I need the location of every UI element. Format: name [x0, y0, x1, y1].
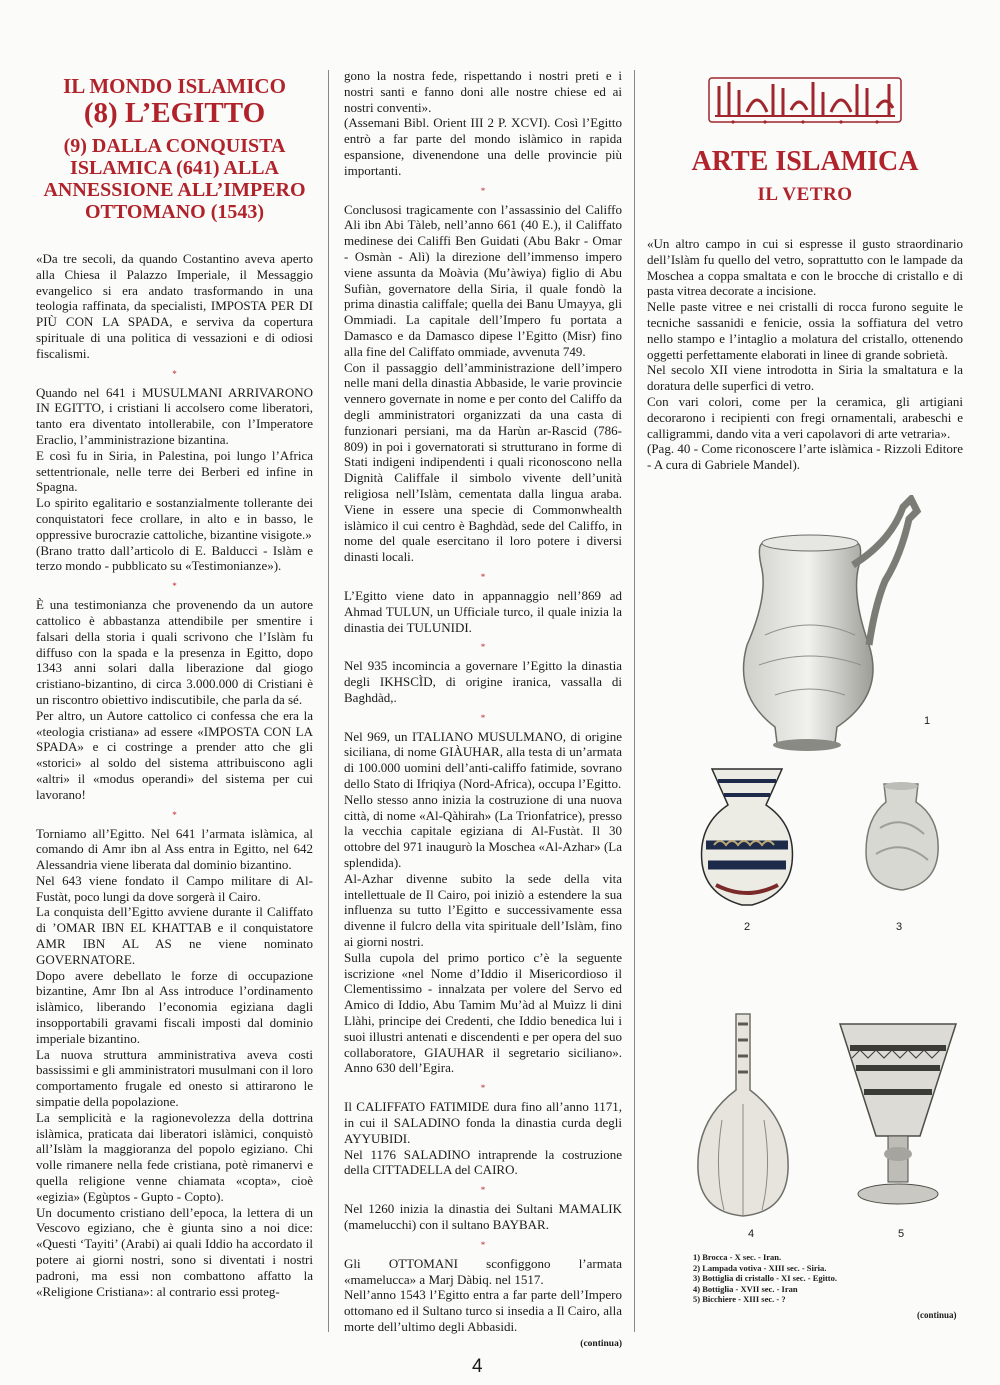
photo-number: 3 [896, 921, 903, 933]
paragraph: Quando nel 641 i MUSULMANI ARRIVARONO IN EGITTO, i cristiani li accolsero come liberatori, tanto era diventato intollerabile, con l’Imperatore Eraclio, l’amministrazione bizantina. [36, 384, 313, 447]
paragraph: Nell’anno 1543 l’Egitto entra a far parte dell’Impero ottomano ed il Sultano turco si insedia a Il Cairo, alla morte dell’ultimo degli Abbasidi. [344, 1287, 622, 1334]
arabic-calligraphy-icon [707, 72, 903, 128]
paragraph: Nel 643 viene fondato il Campo militare di Al-Fustàt, poco lungi da dove sorgerà il Cairo. [36, 872, 313, 904]
crystal-bottle-photo [858, 778, 944, 896]
enamelled-bottle-photo [692, 1010, 794, 1220]
section-separator: * [480, 1185, 486, 1196]
paragraph: Il CALIFFATO FATIMIDE dura fino all’anno 1171, in cui il SALADINO fonda la dinastia curda degli AYYUBIDI. [344, 1099, 622, 1146]
photo-number: 4 [748, 1228, 755, 1240]
paragraph: E così fu in Siria, in Palestina, poi lungo l’Africa settentrionale, nelle terre dei Berberi ed infine in Spagna. [36, 447, 313, 495]
section-separator: * [480, 1239, 486, 1250]
middle-article-body [344, 68, 622, 1335]
article-number-title: (8) L’EGITTO [83, 97, 266, 129]
paragraph: Torniamo all’Egitto. Nel 641 l’armata islàmica, al comando di Amr ibn al Ass entra in Egitto, nel 642 Alessandria viene liberata dal dominio bizantino. [36, 825, 313, 873]
right-column [647, 0, 963, 473]
paragraph: L’Egitto viene dato in appannaggio nell’869 ad Ahmad TULUN, un Ufficiale turco, il quale inizia la dinastia dei TULUNIDI. [344, 587, 622, 635]
series-title: IL MONDO ISLAMICO [63, 74, 286, 98]
section-separator: * [480, 642, 486, 653]
il-vetro-subtitle: IL VETRO [757, 184, 853, 205]
section-separator: * [172, 368, 177, 379]
paragraph: La semplicità e la ragionevolezza della dottrina islàmica, praticata dai liberatori islàmici, conquistò all’Islàm la maggioranza del popolo egiziano. Chi volle rimanere nella fede cristiana, potè rimanervi e quella religione venne chiamata «copta», cioè «egizia» (Egùptos - Gupto - Copto). [36, 1109, 313, 1204]
section-separator: * [480, 185, 486, 196]
column-divider [634, 70, 635, 1332]
paragraph: Al-Azhar divenne subito la sede della vita intellettuale de Il Cairo, poi iniziò a estendere la sua influenza su tutto l’Egitto e successivamente essa divenne il fulcro della vita spirituale dell’Islàm, fino ai giorni nostri. [344, 870, 622, 950]
paragraph: Gli OTTOMANI sconfiggono l’armata «mamelucca» a Marj Dàbiq. nel 1517. [344, 1255, 622, 1287]
photo-captions: 1) Brocca - X sec. - Iran. 2) Lampada votiva - XIII sec. - Siria. 3) Bottiglia di cristallo - XI sec. - Egitto. 4) Bottiglia - XVII sec. - Iran 5) Bicchiere - XIII sec. - ? [693, 1252, 838, 1304]
paragraph: Per altro, un Autore cattolico ci confessa che era la «teologia cristiana» ad essere «IMPOSTA CON LA SPADA» e ci costringe a prender atto che gli «storici» al soldo del sistema attribuiscono agli «altri» il «modus operandi» del sistema per cui lavorano! [36, 707, 313, 802]
photo-number: 2 [744, 921, 751, 933]
continued-note: (continua) [917, 1310, 957, 1320]
paragraph: Dopo avere debellato le forze di occupazione bizantine, Amr Ibn al Ass introduce l’ordinamento islàmico, liberando l’economia egiziana dagli insopportabili gravami fiscali imposti dal dominio imperiale bizantino. [36, 967, 313, 1046]
continued-note: (continua) [580, 1338, 622, 1349]
paragraph: Nel 1260 inizia la dinastia dei Sultani MAMALIK (mamelucchi) con il sultano BAYBAR. [344, 1201, 622, 1232]
arte-islamica-title: ARTE ISLAMICA [691, 146, 919, 177]
paragraph: «Da tre secoli, da quando Costantino aveva aperto alla Chiesa il Palazzo Imperiale, il Messaggio evangelico si era andato trasformando in una teologia raffinata, da specialisti, IMPOSTA PER DI PIÙ CON LA SPADA, e serviva da copertura spirituale di una politica di vessazioni e di odiosi fiscalismi. [36, 251, 313, 361]
paragraph: (Brano tratto dall’articolo di E. Balducci - Islàm e terzo mondo - pubblicato su «Testimonianze»). [36, 542, 313, 574]
glass-beaker-photo [836, 1018, 960, 1218]
section-separator: * [172, 809, 177, 820]
paragraph: Nel 1176 SALADINO intraprende la costruzione della CITTADELLA del CAIRO. [344, 1146, 622, 1178]
paragraph: (Assemani Bibl. Orient III 2 P. XCVI). Così l’Egitto entrò a far parte del mondo islàmico in rapida espansione, divenendone una delle provincie più importanti. [344, 115, 622, 178]
section-separator: * [480, 712, 486, 723]
paragraph: Nel 969, un ITALIANO MUSULMANO, di origine siciliana, di nome GIÀUHAR, alla testa di un’armata di 100.000 uomini dell’anti-califfo fatimide, sovrano dello Stato di Ifriqiya (Nord-Africa), occupa l’Egitto. [344, 728, 622, 792]
column-divider [328, 70, 329, 1332]
section-separator: * [172, 581, 177, 592]
right-article-body: «Un altro campo in cui si espresse il gusto straordinario dell’Islàm fu quello del vetro, soprattutto con le lampade da Moschea a coppa smaltata e con le brocche di cristallo e di pasta vitrea decorate a incisione. Nelle paste vitree e nei cristalli di rocca furono seguite le tecniche sassanidi e fenicie, ossia la soffiatura del vetro nello stampo e l’intaglio a molatura del cristallo, ottenendo oggetti perfettamente elaborati in linee di grande sobrietà. Nel secolo XII viene introdotta in Siria la smaltatura e la doratura delle superfici di vetro. Con vari colori, come per la ceramica, gli artigiani decorarono i recipienti con fregi ornamentali, arabeschi e calligrammi, dando vita a veri capolavori di arte vetraria». (Pag. 40 - Come riconoscere l’arte islàmica - Rizzoli Editore - A cura di Gabriele Mandel). [647, 236, 963, 473]
left-column [36, 0, 313, 1299]
article-subtitle: (9) DALLA CONQUISTA ISLAMICA (641) ALLA ANNESSIONE ALL’IMPERO OTTOMANO (1543) [43, 135, 306, 223]
section-separator: * [480, 571, 486, 582]
paragraph: La nuova struttura amministrativa aveva costi bassissimi e gli amministratori musulmani con il loro comportamento frugale ed onesto si attirarono le simpatie della popolazione. [36, 1046, 313, 1110]
glass-ewer-photo [735, 495, 935, 757]
page-number: 4 [472, 1356, 483, 1377]
paragraph: È una testimonianza che provenendo da un autore cattolico è abbastanza attendibile per smentire i falsari della storia i quali scrivono che l’Islàm fu diffuso con la spada e la presenza in Egitto, dopo 1343 anni solari dalla liberazione dal giogo cristiano-bizantino, di circa 3.000.000 di Cristiani è un riscontro obiettivo indiscutibile, che parla da sé. [36, 597, 313, 707]
left-article-body [36, 251, 313, 1299]
paragraph: Lo spirito egalitario e sostanzialmente tollerante dei conquistatori fece crollare, in alto e in basso, le oppressive burocrazie cattoliche, bizantine visigote.» [36, 495, 313, 542]
paragraph: Nello stesso anno inizia la costruzione di una nuova città, di nome «Al-Qàhirah» (La Trionfatrice), presso la vecchia capitale egiziana di Al-Fustàt. Il 30 ottobre del 971 inaugurò la Moschea «Al-Azhar» (La splendida). [344, 791, 622, 871]
paragraph: gono la nostra fede, rispettando i nostri preti e i nostri santi e fanno doni alle nostre chiese ed ai nostri conventi». [344, 68, 622, 115]
paragraph: Sulla cupola del primo portico c’è la seguente iscrizione «nel Nome d’Iddio il Misericordioso il Clementissimo - innalzata per volere del Servo ed Amico di Iddio, Abu Tamim Mu’àd al Muìzz li dini Llàhi, principe dei Credenti, che Iddio benedica lui i suoi illustri antenati e discendenti e per opera del suo collaboratore, GIAUHAR il segretario siciliano». Anno 630 dell’Egira. [344, 949, 622, 1076]
photo-number: 5 [898, 1228, 905, 1240]
paragraph: La conquista dell’Egitto avviene durante il Califfato di ’OMAR IBN EL KHATTAB e il conquistatore AMR IBN AL AS ne viene nominato GOVERNATORE. [36, 904, 313, 967]
mosque-lamp-photo [696, 765, 798, 915]
paragraph: Nel 935 incomincia a governare l’Egitto la dinastia degli IKHSCÌD, di origine iranica, vassalla di Baghdàd,. [344, 658, 622, 705]
photo-number: 1 [924, 715, 931, 727]
section-separator: * [480, 1083, 486, 1094]
middle-column [344, 68, 622, 1349]
paragraph: Un documento cristiano dell’epoca, la lettera di un Vescovo egiziano, che è giunta sino a noi dice: «Questi ‘Tayiti’ (Arabi) ai quali Iddio ha accordato il potere ai giorni nostri, sono si diventati i nostri padroni, ma essi non combattono affatto la «Religione Cristiana»: al contrario essi proteg- [36, 1204, 313, 1299]
paragraph: Con il passaggio dell’amministrazione dell’impero nelle mani della dinastia Abbaside, le varie provincie vennero governate in nome e per conto del Califfo da degli amministratori organizzati da una casta di funzionari persiani, ma da Harùn ar-Rascid (786-809) in poi i governatorati si strutturano in forme di Stati indigeni indipendenti i quali riconoscono nella Dignità Califfale il simbolo vivente dell’unità religiosa nell’Islàm, cementata dalla lingua araba. Viene in essere una specie di Commonwhealth islàmico il cui centro è Baghdàd, sede del Califfo, in nome del quale esercitano il loro potere i diversi dinasti locali. [344, 359, 622, 565]
paragraph: Conclusosi tragicamente con l’assassinio del Califfo Ali ibn Abi Tàleb, nell’anno 661 (40 E.), il Califfato medinese dei Califfi Ben Guidati (Abu Bakr - Omar - Osmàn - Alì) la direzione dell’immenso impero viene assunta da Moàvia (Mu’àwiya) figlio di Abu Sufiàn, governatore della Siria, il quale fondò la prima dinastia califfale; quella dei Banu Umayya, gli Ommiadi. La capitale dell’Impero fu portata a Damasco e da Damasco dipese l’Egitto (Misr) fino alla fine del Califfato ommiade, avvenuta 749. [344, 201, 622, 359]
